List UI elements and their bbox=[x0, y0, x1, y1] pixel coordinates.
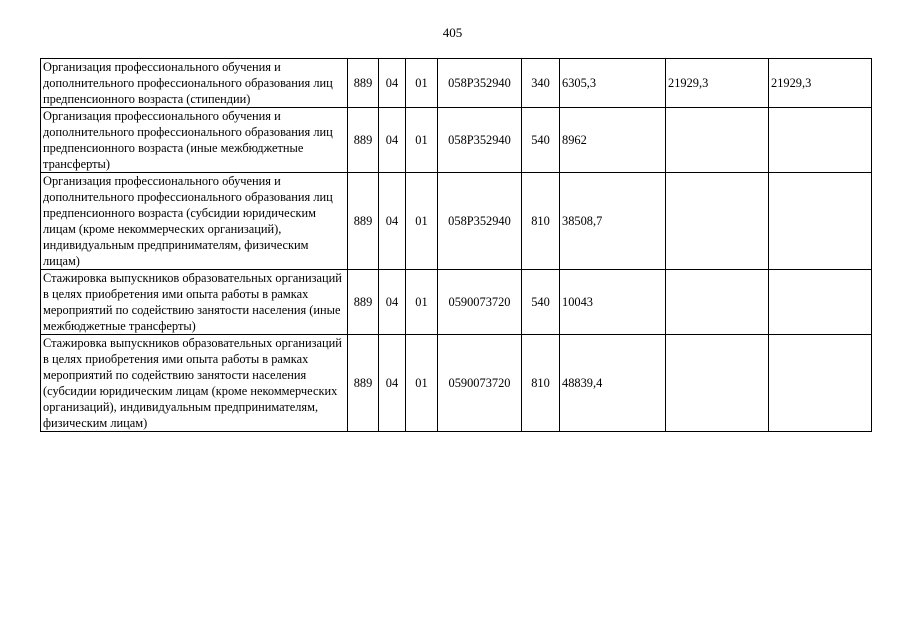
row-target-article: 058P352940 bbox=[438, 173, 522, 270]
row-sum-2: 21929,3 bbox=[666, 59, 769, 108]
row-section: 04 bbox=[379, 335, 406, 432]
row-grbs: 889 bbox=[348, 173, 379, 270]
row-sum-1: 48839,4 bbox=[560, 335, 666, 432]
row-sum-2 bbox=[666, 108, 769, 173]
row-section: 04 bbox=[379, 270, 406, 335]
row-target-article: 058P352940 bbox=[438, 108, 522, 173]
row-sum-2 bbox=[666, 270, 769, 335]
row-sum-1: 10043 bbox=[560, 270, 666, 335]
row-name: Стажировка выпускников образовательных организаций в целях приобретения ими опыта работы в рамках мероприятий по содействию занятости населения (субсидии юридическим лицам (кроме некоммерческих организаций), индивидуальным предпринимателям, физическим лицам) bbox=[41, 335, 348, 432]
row-sum-3 bbox=[769, 335, 872, 432]
row-name: Организация профессионального обучения и дополнительного профессионального образования лиц предпенсионного возраста (субсидии юридическим лицам (кроме некоммерческих организаций), индивидуальным предпринимателям, физическим лицам) bbox=[41, 173, 348, 270]
table-row bbox=[41, 270, 872, 335]
row-sum-3: 21929,3 bbox=[769, 59, 872, 108]
row-sum-3 bbox=[769, 173, 872, 270]
row-sum-1: 38508,7 bbox=[560, 173, 666, 270]
row-expense-type: 810 bbox=[522, 173, 560, 270]
row-expense-type: 540 bbox=[522, 270, 560, 335]
row-expense-type: 810 bbox=[522, 335, 560, 432]
row-sum-2 bbox=[666, 335, 769, 432]
row-section: 04 bbox=[379, 59, 406, 108]
row-target-article: 058P352940 bbox=[438, 59, 522, 108]
row-sum-1: 6305,3 bbox=[560, 59, 666, 108]
row-grbs: 889 bbox=[348, 108, 379, 173]
row-subsection: 01 bbox=[406, 270, 438, 335]
row-section: 04 bbox=[379, 108, 406, 173]
row-expense-type: 540 bbox=[522, 108, 560, 173]
row-expense-type: 340 bbox=[522, 59, 560, 108]
table-row bbox=[41, 335, 872, 432]
row-grbs: 889 bbox=[348, 59, 379, 108]
row-sum-3 bbox=[769, 270, 872, 335]
row-sum-3 bbox=[769, 108, 872, 173]
row-name: Организация профессионального обучения и дополнительного профессионального образования лиц предпенсионного возраста (стипендии) bbox=[41, 59, 348, 108]
row-sum-2 bbox=[666, 173, 769, 270]
table-row bbox=[41, 108, 872, 173]
page-number: 405 bbox=[442, 25, 463, 40]
row-subsection: 01 bbox=[406, 335, 438, 432]
row-sum-1: 8962 bbox=[560, 108, 666, 173]
row-grbs: 889 bbox=[348, 335, 379, 432]
table-row bbox=[41, 59, 872, 108]
row-name: Стажировка выпускников образовательных организаций в целях приобретения ими опыта работы в рамках мероприятий по содействию занятости населения (иные межбюджетные трансферты) bbox=[41, 270, 348, 335]
budget-table bbox=[40, 58, 872, 432]
row-subsection: 01 bbox=[406, 173, 438, 270]
row-target-article: 0590073720 bbox=[438, 270, 522, 335]
row-name: Организация профессионального обучения и дополнительного профессионального образования лиц предпенсионного возраста (иные межбюджетные трансферты) bbox=[41, 108, 348, 173]
row-section: 04 bbox=[379, 173, 406, 270]
row-grbs: 889 bbox=[348, 270, 379, 335]
row-target-article: 0590073720 bbox=[438, 335, 522, 432]
row-subsection: 01 bbox=[406, 59, 438, 108]
table-row bbox=[41, 173, 872, 270]
row-subsection: 01 bbox=[406, 108, 438, 173]
